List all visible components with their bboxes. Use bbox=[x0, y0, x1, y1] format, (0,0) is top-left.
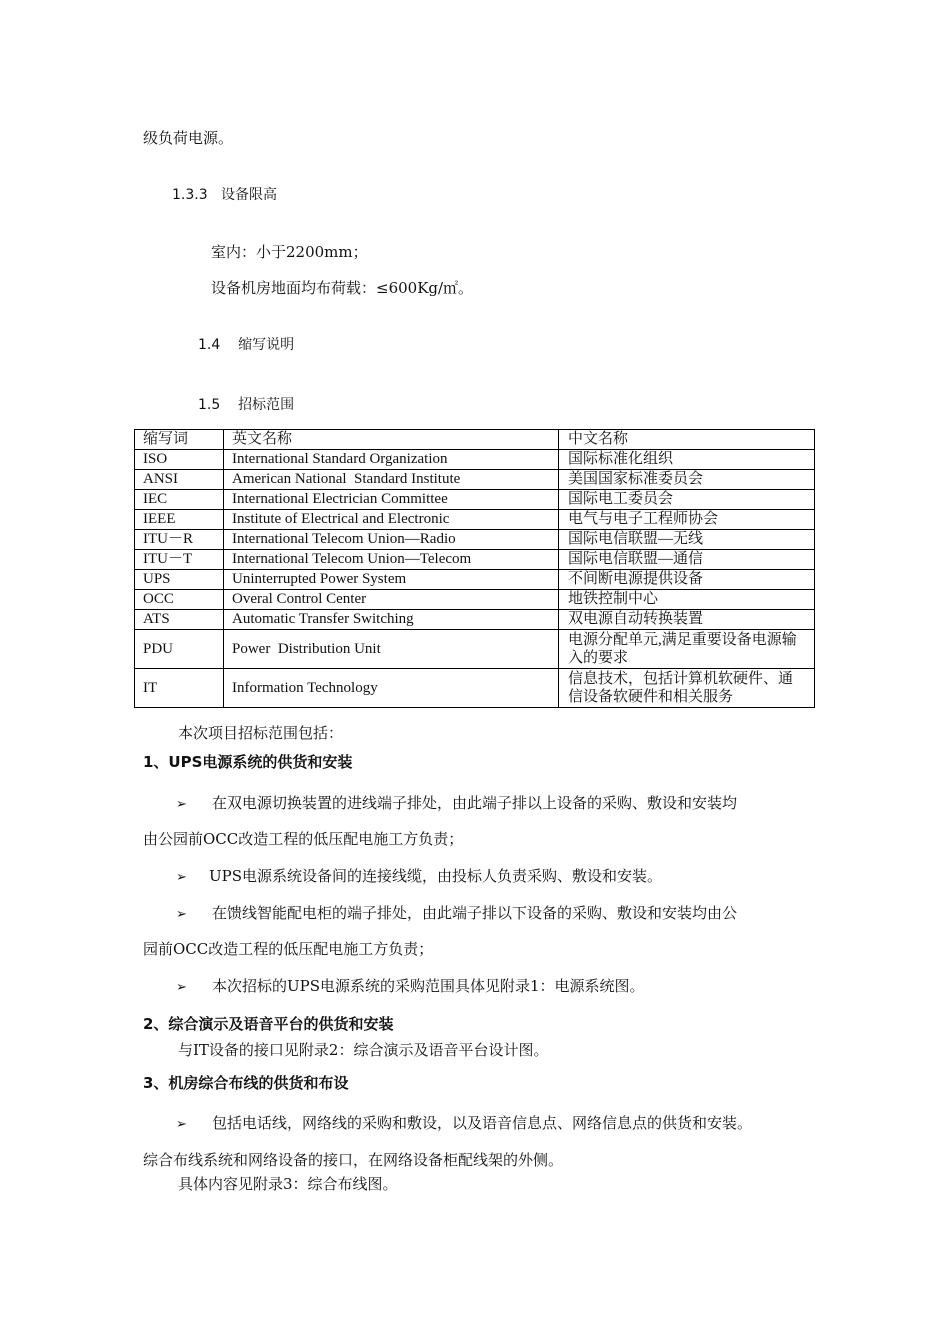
table-row bbox=[135, 450, 815, 470]
section-2-line: 与IT设备的接口见附录2：综合演示及语音平台设计图。 bbox=[178, 1041, 549, 1059]
table-row bbox=[135, 530, 815, 550]
abbr-cell: ITU－T bbox=[135, 550, 224, 570]
chinese-cell: 国际电信联盟—通信 bbox=[559, 550, 815, 570]
bullet-continuation: 园前OCC改造工程的低压配电施工方负责； bbox=[143, 940, 434, 958]
indoor-height-line: 室内：小于2200mm； bbox=[211, 243, 368, 261]
english-cell: International Telecom Union—Radio bbox=[224, 530, 559, 550]
bullet-text: 本次招标的UPS电源系统的采购范围具体见附录1：电源系统图。 bbox=[212, 977, 645, 995]
bullet-text: UPS电源系统设备间的连接线缆，由投标人负责采购、敷设和安装。 bbox=[209, 867, 663, 885]
abbr-cell: IEEE bbox=[135, 510, 224, 530]
abbreviation-table bbox=[134, 429, 815, 708]
section-1-4-heading bbox=[198, 334, 294, 354]
bullet-text: 在馈线智能配电柜的端子排处，由此端子排以下设备的采购、敷设和安装均由公 bbox=[212, 904, 738, 922]
table-row bbox=[135, 610, 815, 630]
bullet-arrow-icon: ➢ bbox=[176, 980, 187, 995]
abbr-cell: ANSI bbox=[135, 470, 224, 490]
english-cell: Automatic Transfer Switching bbox=[224, 610, 559, 630]
table-row bbox=[135, 630, 815, 669]
bullet-item bbox=[176, 866, 663, 888]
table-row bbox=[135, 590, 815, 610]
bullet-text: 在双电源切换装置的进线端子排处，由此端子排以上设备的采购、敷设和安装均 bbox=[212, 794, 738, 812]
english-cell: Information Technology bbox=[224, 669, 559, 708]
section-3-title: 3、机房综合布线的供货和布设 bbox=[143, 1074, 349, 1092]
bullet-item bbox=[176, 976, 645, 998]
abbr-cell: ISO bbox=[135, 450, 224, 470]
abbr-cell: ITU－R bbox=[135, 530, 224, 550]
chinese-cell: 国际电信联盟—无线 bbox=[559, 530, 815, 550]
intro-line: 级负荷电源。 bbox=[143, 129, 234, 147]
abbr-cell: UPS bbox=[135, 570, 224, 590]
bullet-continuation: 综合布线系统和网络设备的接口，在网络设备柜配线架的外侧。 bbox=[143, 1151, 564, 1169]
english-cell: Overal Control Center bbox=[224, 590, 559, 610]
table-row bbox=[135, 570, 815, 590]
section-3-line: 具体内容见附录3：综合布线图。 bbox=[178, 1175, 398, 1193]
section-number: 1.5 bbox=[198, 397, 221, 413]
table-header-row bbox=[135, 430, 815, 450]
table-row bbox=[135, 669, 815, 708]
chinese-cell: 电源分配单元,满足重要设备电源输入的要求 bbox=[559, 630, 815, 669]
bullet-arrow-icon: ➢ bbox=[176, 797, 187, 812]
abbr-cell: IEC bbox=[135, 490, 224, 510]
section-1-5-heading bbox=[198, 394, 294, 414]
floor-load-line: 设备机房地面均布荷载：≤600Kg/㎡。 bbox=[211, 279, 474, 297]
section-number: 1.3.3 bbox=[172, 187, 208, 203]
scope-intro: 本次项目招标范围包括： bbox=[178, 724, 344, 742]
bullet-text: 包括电话线，网络线的采购和敷设，以及语音信息点、网络信息点的供货和安装。 bbox=[212, 1114, 753, 1132]
bullet-item bbox=[176, 903, 738, 925]
bullet-arrow-icon: ➢ bbox=[176, 1117, 187, 1132]
section-title: 缩写说明 bbox=[238, 337, 295, 353]
english-cell: International Standard Organization bbox=[224, 450, 559, 470]
abbr-cell: ATS bbox=[135, 610, 224, 630]
chinese-cell: 双电源自动转换装置 bbox=[559, 610, 815, 630]
english-cell: International Electrician Committee bbox=[224, 490, 559, 510]
table-row bbox=[135, 550, 815, 570]
section-1-3-3-heading bbox=[172, 184, 277, 204]
section-title: 招标范围 bbox=[238, 397, 295, 413]
chinese-cell: 电气与电子工程师协会 bbox=[559, 510, 815, 530]
abbr-cell: IT bbox=[135, 669, 224, 708]
header-cell: 缩写词 bbox=[135, 430, 224, 450]
english-cell: International Telecom Union—Telecom bbox=[224, 550, 559, 570]
abbr-cell: OCC bbox=[135, 590, 224, 610]
english-cell: Power Distribution Unit bbox=[224, 630, 559, 669]
bullet-item bbox=[176, 793, 738, 815]
chinese-cell: 国际标准化组织 bbox=[559, 450, 815, 470]
bullet-item bbox=[176, 1113, 753, 1135]
english-cell: Institute of Electrical and Electronic bbox=[224, 510, 559, 530]
chinese-cell: 地铁控制中心 bbox=[559, 590, 815, 610]
chinese-cell: 不间断电源提供设备 bbox=[559, 570, 815, 590]
header-cell: 中文名称 bbox=[559, 430, 815, 450]
abbr-cell: PDU bbox=[135, 630, 224, 669]
section-1-title: 1、UPS电源系统的供货和安装 bbox=[143, 753, 353, 771]
chinese-cell: 信息技术，包括计算机软硬件、通信设备软硬件和相关服务 bbox=[559, 669, 815, 708]
table-row bbox=[135, 470, 815, 490]
section-title: 设备限高 bbox=[220, 187, 277, 203]
english-cell: American National Standard Institute bbox=[224, 470, 559, 490]
header-cell: 英文名称 bbox=[224, 430, 559, 450]
table-row bbox=[135, 510, 815, 530]
table-row bbox=[135, 490, 815, 510]
chinese-cell: 美国国家标准委员会 bbox=[559, 470, 815, 490]
english-cell: Uninterrupted Power System bbox=[224, 570, 559, 590]
section-2-title: 2、综合演示及语音平台的供货和安装 bbox=[143, 1015, 394, 1033]
bullet-arrow-icon: ➢ bbox=[176, 870, 187, 885]
section-number: 1.4 bbox=[198, 337, 221, 353]
chinese-cell: 国际电工委员会 bbox=[559, 490, 815, 510]
bullet-arrow-icon: ➢ bbox=[176, 907, 187, 922]
bullet-continuation: 由公园前OCC改造工程的低压配电施工方负责； bbox=[143, 830, 464, 848]
